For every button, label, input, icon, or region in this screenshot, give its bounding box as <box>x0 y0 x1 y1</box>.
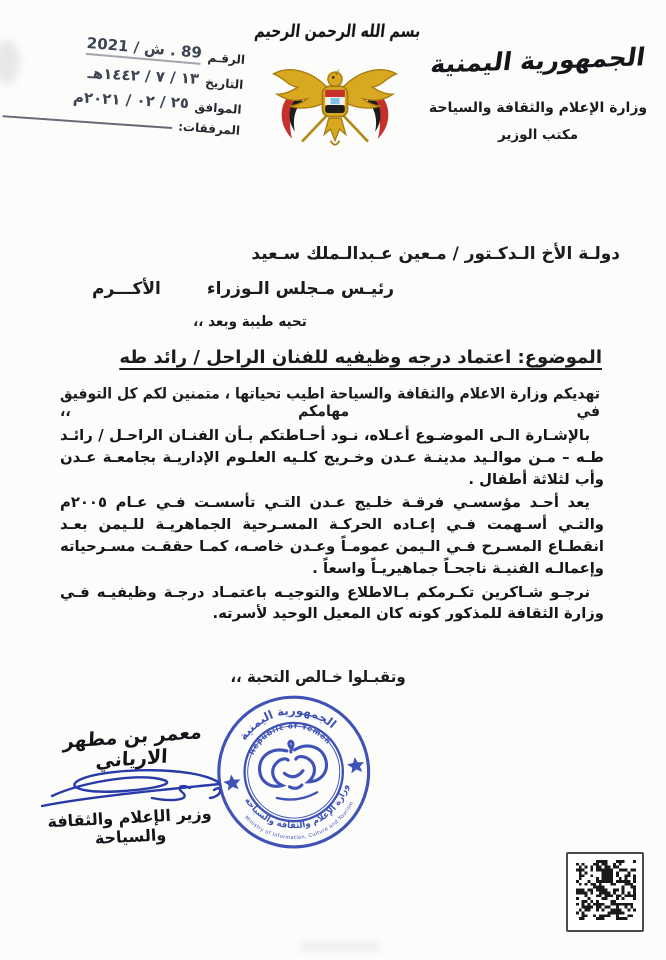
bismillah-calligraphy: بسم الله الرحمن الرحيم <box>253 22 422 42</box>
minister-name-calligraphy: معمر بن مطهر الارياني <box>62 721 203 773</box>
stamp-bottom-arabic: وزارة الإعلام والثقافة والسياحة <box>242 783 352 832</box>
addressee-title-row <box>62 279 620 299</box>
scan-artifact <box>300 942 380 952</box>
minister-title: وزير الإعلام والثقافة والسياحة <box>46 803 212 848</box>
subject-line <box>60 347 602 368</box>
subject-text: الموضوع: اعتماد درجه وظيفيه للفنان الراحل / رائد طه <box>119 347 602 368</box>
addressee-honorific: الأكـــرم <box>92 279 161 299</box>
paragraph-1: بالإشـارة الـى الموضـوع أعـلاه، نـود أحـاطتكم بـأن الفنـان الراحـل / رائـد طـه – مـن موالـيد مدينـة عـدن وخـريج كلـيه العلـوم الإداريـة بجامعـة عـدن وأب لثلاثة أطفال . <box>60 427 604 488</box>
attachments-blank-line <box>2 115 172 129</box>
ref-corresponding-label: الموافق <box>194 99 243 117</box>
greeting-line: تهديكم وزارة الاعلام والثقافة والسياحة اطيب تحياتها ، متمنين لكم كل التوفيق في مهامكم ،، <box>60 385 600 421</box>
stamp-eagle-icon <box>256 737 331 804</box>
salutation: تحيه طيبة وبعد ،، <box>193 313 307 331</box>
paragraph-3: نرجـو شـاكرين تكـرمكم بـالاطلاع والتوجيـه باعتمـاد درجـة وظيفيـه فـي وزارة الثقافة للمذكور كونه كان المعيل الوحيد لأسرته. <box>60 583 604 623</box>
ministry-name: وزارة الإعلام والثقافة والسياحة <box>428 100 648 116</box>
yemen-coat-of-arms-icon <box>268 56 402 158</box>
ref-number-label: الرقـم <box>207 50 246 67</box>
official-stamp <box>206 684 383 864</box>
ref-attachments-label: المرفقات: <box>177 119 241 138</box>
closing-line: وتقبـلوا خـالص التحبة ،، <box>230 667 406 687</box>
ref-corresponding-value: ٢٥ / ٠٢ / ٢٠٢١م <box>72 88 190 113</box>
stamp-top-english: Republic of Yemen <box>246 721 334 757</box>
body-paragraphs <box>60 425 604 627</box>
minister-office: مكتب الوزير <box>497 127 579 143</box>
reference-block <box>2 29 246 144</box>
stamp-bottom-english: Ministry of Information, Culture and Tourism <box>243 800 356 842</box>
addressee-title: رئيـس مـجلس الـوزراء <box>206 279 394 299</box>
ref-date-label: التاريخ <box>204 75 244 92</box>
addressee-name: دولـة الأخ الـدكـتور / مـعين عـبدالـملك سـعيد <box>251 244 620 264</box>
stamp-top-arabic: الجمهورية اليمنية <box>236 703 340 743</box>
republic-title-calligraphy: الجمهورية اليمنية <box>428 42 648 79</box>
ref-date-value: ١٣ / ٧ / ١٤٤٢هـ <box>87 64 200 88</box>
paragraph-2: يعد أحـد مؤسسـي فرقـة خلـيج عـدن التـي تأسسـت فـي عـام ٢٠٠٥م والتـي أسـهمت فـي إعـاده الحركـة المسـرحية الجماهريـة للـيمن بعـد انقطـاع المسـرح فـي الـيمن عمومـاً وعـدن خاصـه، كمـا حققـت مسـرحياته وإعمالـه الفنيـة ناجحـاً جماهيريـاً واسعاً . <box>60 494 604 577</box>
qr-code <box>566 852 644 932</box>
ref-number-value: 89 . ش / 2021 <box>86 34 203 65</box>
